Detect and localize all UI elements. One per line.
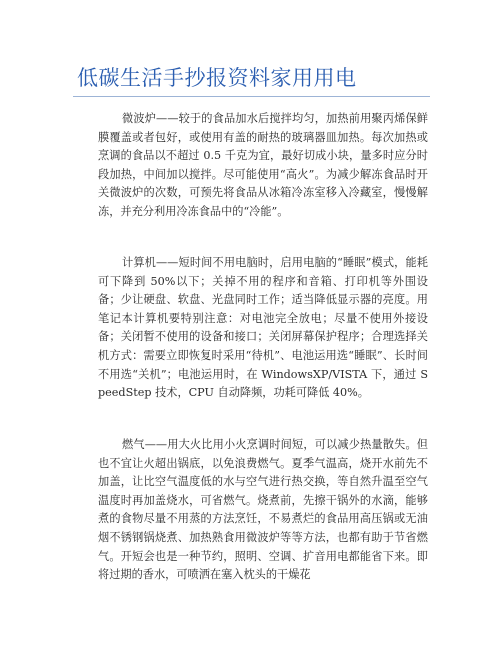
paragraph-computer: 计算机——短时间不用电脑时，启用电脑的“睡眠”模式，能耗可下降到 50%以下；关掉不用的程序和音箱、打印机等外围设备；少让硬盘、软盘、光盘同时工作；适当降低显示器的亮度。用笔记本计算机要特别注意：对电池完全放电；尽量不使用外接设备；关闭暂不使用的设备和接口；关闭屏幕保护程序；合理选择关机方式：需要立即恢复时采用“待机”、电池运用选“睡眠”、长时间不用选“关机”；电池运用时，在 WindowsXP/VISTA 下，通过 SpeedStep 技术，CPU 自动降频，功耗可降低 40%。: [98, 256, 428, 400]
paragraph-gas: 燃气——用大火比用小火烹调时间短，可以减少热量散失。但也不宜让火超出锅底，以免浪费燃气。夏季气温高，烧开水前先不加盖，让比空气温度低的水与空气进行热交换，等自然升温至空气温度时再加盖烧水，可省燃气。烧煮前，先擦干锅外的水滴，能够煮的食物尽量不用蒸的方法烹饪，不易煮烂的食品用高压锅或无油烟不锈钢锅烧煮、加热熟食用微波炉等等方法，也都有助于节省燃气。开短会也是一种节约，照明、空调、扩音用电都能省下来。即将过期的香水，可喷洒在塞入枕头的干燥花: [98, 438, 428, 582]
title-divider: [73, 96, 430, 97]
paragraph-microwave: 微波炉——较于的食品加水后搅拌均匀，加热前用聚丙烯保鲜膜覆盖或者包好，或使用有盖的耐热的玻璃器皿加热。每次加热或烹调的食品以不超过 0.5 千克为宜，最好切成小块，量多时应分时段加热，中间加以搅拌。尽可能使用“高火”。为减少解冻食品时开关微波炉的次数，可预先将食品从冰箱冷冻室移入冷藏室，慢慢解冻，并充分利用冷冻食品中的“冷能”。: [98, 112, 428, 218]
page-title: 低碳生活手抄报资料家用用电: [77, 66, 357, 90]
